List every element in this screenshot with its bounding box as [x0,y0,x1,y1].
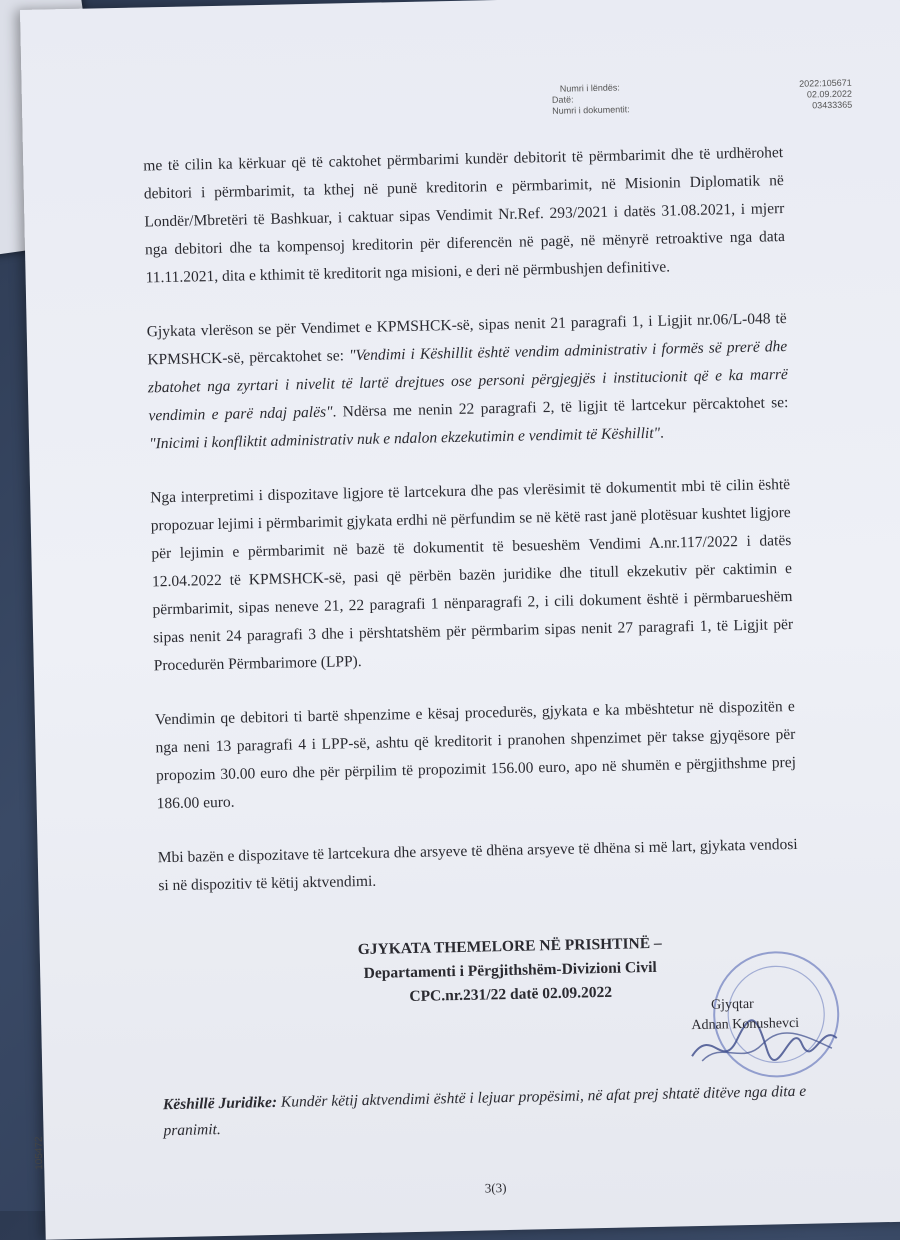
paragraph-text: . Ndërsa me nenin 22 paragrafi 2, të ligjit të lartcekur përcaktohet se: [332,393,789,421]
quote-article-22: "Inicimi i konfliktit administrativ nuk e ndalon ekzekutimin e vendimit të Këshillit" [148,424,661,453]
legal-advice-text: Kundër këtij aktvendimi është i lejuar propësimi, në afat prej shtatë ditëve nga dita e pranimit. [163,1082,807,1140]
paragraph-request: me të cilin ka kërkuar që të caktohet përmbarimi kundër debitorit të përmbarimit dhe të urdhërohet debitori i përmbarimit, ta kthej në punë kreditorin e përmbarimit, në Misionin Diplomatik në Londër/Mbretëri të Bashkuar, i caktuar sipas Vendimit Nr.Ref. 293/2021 i datës 31.08.2021, i mjerr nga debitori dhe ta kompensoj kreditorin për diferencën në pagë, në mënyrë retroaktive nga data 11.11.2021, dita e kthimit të kreditorit nga misioni, e deri në përmbushjen definitive. [143,144,786,287]
paragraph-legal-basis [146,305,789,458]
court-name: GJYKATA THEMELORE NË PRISHTINË – [357,934,662,959]
judge-block [691,993,852,1036]
court-signature-block [320,931,701,1011]
meta-value: 2022:105671 [799,77,852,89]
side-reference-number: 105472 [33,1136,46,1170]
meta-label: Datë: [551,94,574,105]
meta-label: Numri i dokumentit: [552,104,630,116]
paragraph-text: . [659,424,665,442]
document-body [143,139,799,926]
legal-advice [163,1078,844,1144]
case-number: CPC.nr.231/22 datë 02.09.2022 [409,983,613,1006]
paragraph-conclusion: Nga interpretimi i dispozitave ligjore të lartcekura dhe pas vlerësimit të dokumentit mbi të cilin është propozuar lejimi i përmbarimit gjykata erdhi në përfundim se në këtë rast janë plotësuar kushtet ligjore për lejimin e përmbarimit në bazë të dokumentit të besueshëm Vendimi A.nr.117/2022 i datës 12.04.2022 të KPMSHCK-së, pasi që përbën bazën juridike dhe titull ekzekutiv për caktimin e përmbarimit, sipas neneve 21, 22 paragrafi 1 nënparagrafi 2, i cili dokument është i përmbarueshëm sipas nenit 24 paragrafi 3 dhe i përshtatshëm për përmbarim sipas nenit 27 paragrafi 1, të Ligjit për Procedurën Përmbarimore (LPP). [150,475,794,675]
judge-title: Gjyqtar [710,996,754,1013]
case-metadata [552,78,853,117]
meta-value: 03433365 [812,99,853,111]
meta-value: 02.09.2022 [806,88,853,100]
document-page [20,0,900,1240]
court-department: Departamenti i Përgjithshëm-Divizioni Civil [363,958,657,983]
meta-label: Numri i lëndës: [559,82,620,94]
paragraph-costs: Vendimin qe debitori ti bartë shpenzime e kësaj procedurës, gjykata e ka mbështetur në dispozitën e nga neni 13 paragrafi 4 i LPP-së, ashtu që kreditorit i pranohen shpenzimet për takse gjyqësore për propozim 30.00 euro dhe për përpilim të propozimit 156.00 euro, apo në shumën e përgjithshme prej 186.00 euro. [154,697,797,813]
judge-name: Adnan Konushevci [691,1015,800,1034]
paragraph-text: Gjykata vlerëson se për Vendimet e KPMSHCK-së, sipas nenit 21 paragrafi 1, i Ligjit nr.06/L-048 të KPMSHCK-së, përcaktohet se: [146,310,787,369]
paragraph-decision: Mbi bazën e dispozitave të lartcekura dhe arsyeve të dhëna arsyeve të dhëna si më lart, gjykata vendosi si në dispozitiv të këtij aktvendimi. [157,835,798,895]
legal-advice-label: Këshillë Juridike: [162,1093,278,1114]
quote-article-21: "Vendimi i Këshillit është vendim administrativ i formës së prerë dhe zbatohet nga zyrtari i nivelit të lartë drejtues ose personi përgjegjës i institucionit që e ka marrë vendimin e parë ndaj palës" [147,338,788,425]
page-number: 3(3) [484,1180,507,1196]
